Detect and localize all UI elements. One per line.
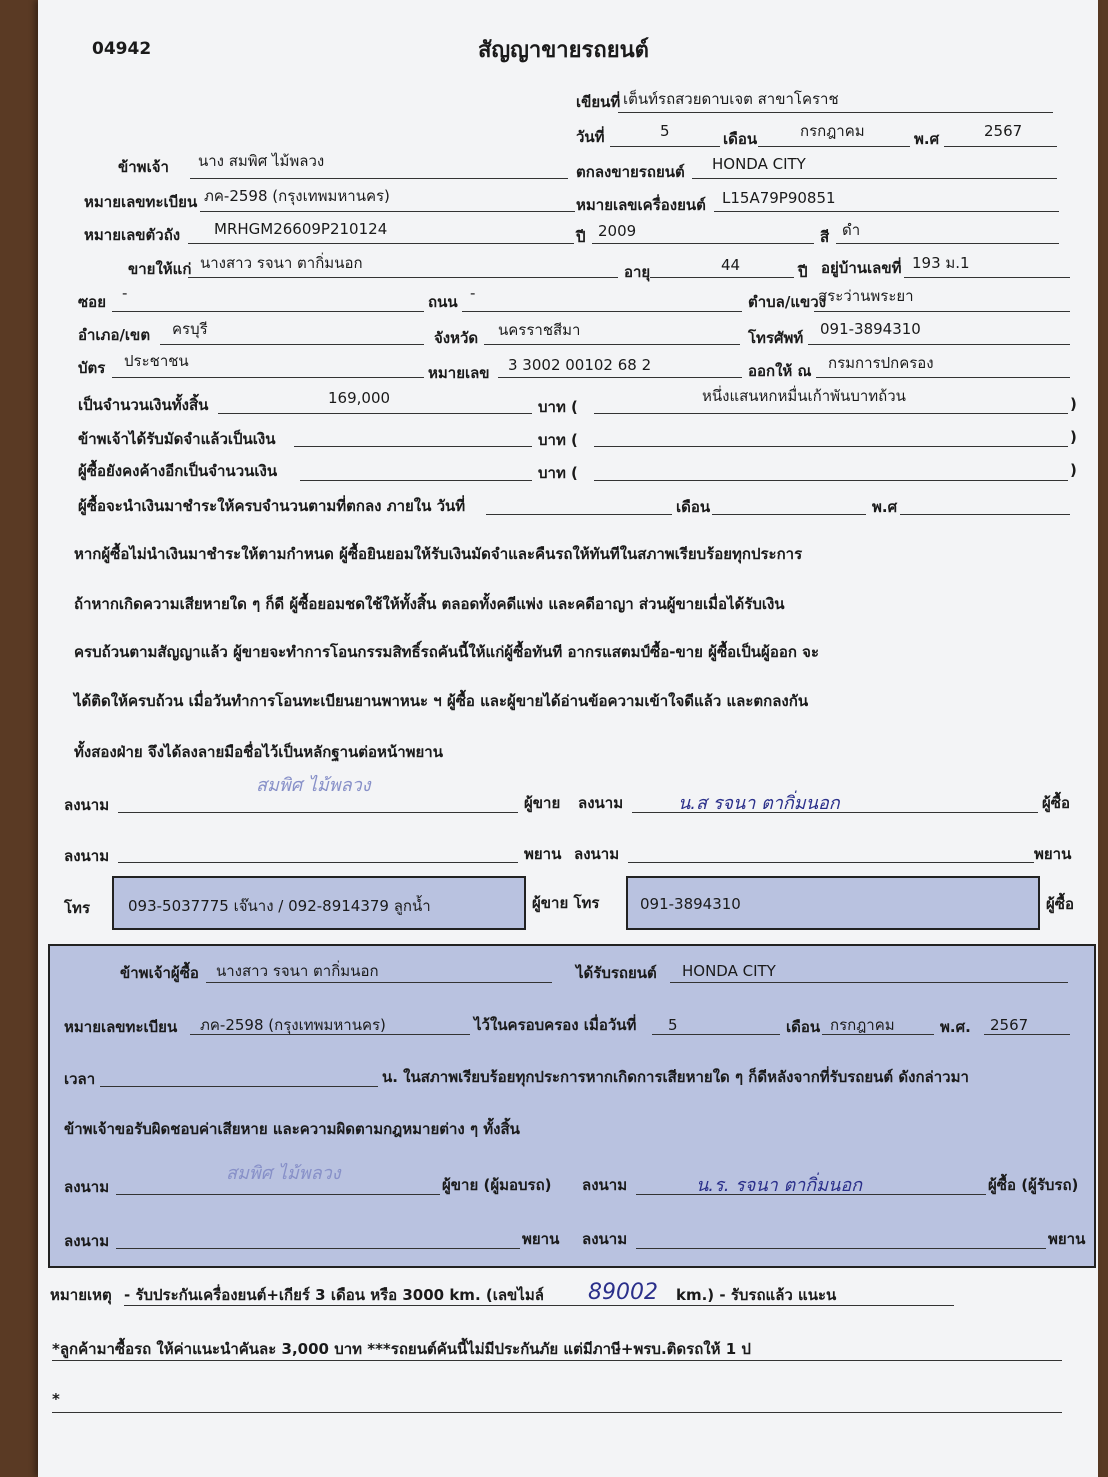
witness-role: พยาน [524, 845, 562, 863]
line [188, 277, 618, 278]
date-label: วันที่ [576, 128, 605, 146]
line [200, 211, 575, 212]
line [594, 480, 1068, 481]
line [112, 311, 424, 312]
line [650, 277, 794, 278]
seller-phone-label: ผู้ขาย โทร [532, 894, 600, 912]
receipt-month-label: เดือน [786, 1018, 821, 1036]
line [206, 982, 552, 983]
sell-to-label: ขายให้แก่ [128, 260, 192, 278]
line [594, 446, 1068, 447]
car-color: ดำ [842, 221, 861, 239]
contract-page [38, 0, 1098, 1477]
district-value: ครบุรี [172, 320, 208, 338]
seller-label: ข้าพเจ้า [118, 158, 169, 176]
remaining-label: ผู้ซื้อยังคงค้างอีกเป็นจำนวนเงิน [78, 462, 278, 480]
line [160, 344, 424, 345]
mileage-handwritten: 89002 [588, 1280, 658, 1305]
line [498, 377, 742, 378]
buyer-role: ผู้ซื้อ [1046, 895, 1074, 913]
line [486, 514, 672, 515]
buyer-name: นางสาว รจนา ตากิ่มนอก [200, 254, 363, 272]
terms-line: ทั้งสองฝ่าย จึงได้ลงลายมือชื่อไว้เป็นหลักฐานต่อหน้าพยาน [74, 743, 443, 761]
line [52, 1412, 1062, 1413]
soi-label: ซอย [78, 293, 106, 311]
phone-label: โทร [64, 899, 91, 917]
month-label: เดือน [723, 130, 758, 148]
province-value: นครราชสีมา [498, 321, 581, 339]
line [116, 1248, 520, 1249]
buyer-phone-box [626, 876, 1040, 930]
engine-label: หมายเลขเครื่องยนต์ [576, 196, 706, 214]
sign-label: ลงนาม [64, 1232, 110, 1250]
document-title: สัญญาขายรถยนต์ [478, 38, 649, 63]
receipt-buyer-handwritten: น.ร. รจนา ตากิ่มนอก [696, 1175, 863, 1196]
baht-label: บาท ( [538, 431, 578, 449]
house-label: อยู่บ้านเลขที่ [821, 259, 902, 277]
date-year: 2567 [984, 122, 1023, 140]
sign-label: ลงนาม [578, 794, 624, 812]
line [618, 112, 1053, 113]
line [636, 1248, 1046, 1249]
terms-line: หากผู้ซื้อไม่นำเงินมาชำระให้ตามกำหนด ผู้ซื้อยินยอมให้รับเงินมัดจำและคืนรถให้ทันทีในสภาพเรียบร้อยทุกประการ [74, 545, 803, 563]
time-label: เวลา [64, 1070, 96, 1088]
house-number: 193 ม.1 [912, 254, 970, 272]
issued-by: กรมการปกครอง [828, 354, 934, 372]
line [904, 277, 1070, 278]
chassis-number: MRHGM26609P210124 [214, 220, 388, 238]
model-year-label: ปี [576, 228, 586, 246]
receipt-year-label: พ.ศ. [940, 1018, 971, 1036]
buyer-age: 44 [721, 256, 741, 274]
card-type: ประชาชน [124, 352, 189, 370]
receipt-buyer-name: นางสาว รจนา ตากิ่มนอก [216, 962, 379, 980]
receipt-buyer-label: ข้าพเจ้าผู้ซื้อ [120, 964, 199, 982]
notes-line-1a: - รับประกันเครื่องยนต์+เกียร์ 3 เดือน หรือ 3000 km. (เลขไมล์ [124, 1286, 544, 1304]
line [190, 178, 568, 179]
receipt-buyer-role: ผู้ซื้อ (ผู้รับรถ) [988, 1176, 1079, 1194]
witness-role: พยาน [522, 1230, 560, 1248]
line [294, 446, 532, 447]
line [218, 413, 532, 414]
road-label: ถนน [428, 293, 458, 311]
color-label: สี [820, 228, 830, 246]
line [124, 1305, 954, 1306]
receipt-reg: ภค-2598 (กรุงเทพมหานคร) [200, 1016, 386, 1034]
notes-line-2: *ลูกค้ามาซื้อรถ ให้ค่าแนะนำคันละ 3,000 บาท ***รถยนต์คันนี้ไม่มีประกันภัย แต่มีภาษี+พรบ.ติดรถให้ 1 ป [52, 1340, 751, 1358]
seller-name: นาง สมพิศ ไม้พลวง [198, 152, 325, 170]
date-day: 5 [660, 122, 670, 140]
due-label: ผู้ซื้อจะนำเงินมาชำระให้ครบจำนวนตามที่ตกลง ภายใน วันที่ [78, 497, 466, 515]
received-car-label: ได้รับรถยนต์ [576, 964, 657, 982]
district-label: อำเภอ/เขต [78, 326, 151, 344]
notes-line-3: * [52, 1390, 60, 1408]
card-number: 3 3002 00102 68 2 [508, 356, 652, 374]
written-at-value: เต็นท์รถสวยดาบเจต สาขาโคราช [623, 90, 839, 108]
line [484, 344, 740, 345]
card-number-label: หมายเลข [428, 364, 490, 382]
total-label: เป็นจำนวนเงินทั้งสิ้น [78, 396, 209, 414]
terms-line: ถ้าหากเกิดความเสียหายใด ๆ ก็ดี ผู้ซื้อยอมชดใช้ให้ทั้งสิ้น ตลอดทั้งคดีแพ่ง และคดีอาญา ส่วนผู้ขายเมื่อได้รับเงิน [74, 595, 785, 613]
buyer-handwritten-signature: น.ส รจนา ตากิ่มนอก [678, 793, 840, 814]
road-value: - [470, 284, 476, 302]
terms-line: ครบถ้วนตามสัญญาแล้ว ผู้ขายจะทำการโอนกรรมสิทธิ์รถคันนี้ให้แก่ผู้ซื้อทันที อากรแสตมป์ซื้อ-ขาย ผู้ซื้อเป็นผู้ออก จะ [74, 643, 819, 661]
baht-label: บาท ( [538, 398, 578, 416]
sign-label: ลงนาม [582, 1230, 628, 1248]
vehicle-receipt-section [48, 944, 1096, 1268]
line [900, 514, 1070, 515]
close-paren: ) [1070, 428, 1077, 446]
seller-stamp: สมพิศ ไม้พลวง [256, 775, 371, 796]
due-year-label: พ.ศ [872, 498, 898, 516]
line [116, 1194, 440, 1195]
car-model: HONDA CITY [712, 155, 806, 173]
soi-value: - [122, 284, 128, 302]
engine-number: L15A79P90851 [722, 189, 836, 207]
due-month-label: เดือน [676, 498, 711, 516]
line [52, 1360, 1062, 1361]
close-paren: ) [1070, 461, 1077, 479]
line [758, 146, 910, 147]
line [652, 1034, 780, 1035]
seller-phone-box [112, 876, 526, 930]
close-paren: ) [1070, 395, 1077, 413]
line [822, 1034, 934, 1035]
card-label: บัตร [78, 359, 106, 377]
document-number: 04942 [92, 39, 152, 59]
line [188, 243, 574, 244]
issued-label: ออกให้ ณ [748, 362, 812, 380]
line [816, 377, 1070, 378]
buyer-role: ผู้ซื้อ [1042, 794, 1070, 812]
receipt-reg-label: หมายเลขทะเบียน [64, 1018, 178, 1036]
line [984, 1034, 1070, 1035]
total-in-words: หนึ่งแสนหกหมื่นเก้าพันบาทถ้วน [702, 387, 906, 405]
registration-value: ภค-2598 (กรุงเทพมหานคร) [204, 187, 390, 205]
line [692, 178, 1057, 179]
notes-line-1b: km.) - รับรถแล้ว แนะน [676, 1286, 837, 1304]
baht-label: บาท ( [538, 464, 578, 482]
receipt-car: HONDA CITY [682, 962, 776, 980]
sign-label: ลงนาม [64, 796, 110, 814]
buyer-phone-value: 091-3894310 [820, 320, 921, 338]
sign-label: ลงนาม [574, 845, 620, 863]
receipt-seller-role: ผู้ขาย (ผู้มอบรถ) [442, 1176, 552, 1194]
sign-label: ลงนาม [582, 1176, 628, 1194]
receipt-day: 5 [668, 1016, 678, 1034]
registration-label: หมายเลขทะเบียน [84, 193, 198, 211]
sign-label: ลงนาม [64, 847, 110, 865]
chassis-label: หมายเลขตัวถัง [84, 226, 181, 244]
date-month: กรกฎาคม [800, 122, 865, 140]
terms-line: ได้ติดให้ครบถ้วน เมื่อวันทำการโอนทะเบียนยานพาหนะ ฯ ผู้ซื้อ และผู้ขายได้อ่านข้อความเข้าใจดีแล้ว และตกลงกัน [74, 692, 809, 710]
line [836, 243, 1059, 244]
line [808, 344, 1070, 345]
line [628, 862, 1034, 863]
receipt-month: กรกฎาคม [830, 1016, 895, 1034]
subdistrict-label: ตำบล/แขวง [748, 293, 827, 311]
seller-role: ผู้ขาย [524, 794, 561, 812]
receipt-year: 2567 [990, 1016, 1029, 1034]
line [712, 514, 866, 515]
possess-label: ไว้ในครอบครอง เมื่อวันที่ [474, 1016, 637, 1034]
deposit-label: ข้าพเจ้าได้รับมัดจำแล้วเป็นเงิน [78, 430, 276, 448]
agree-sell-label: ตกลงขายรถยนต์ [576, 163, 685, 181]
line [814, 311, 1070, 312]
line [118, 812, 518, 813]
line [592, 243, 814, 244]
sign-label: ลงนาม [64, 1178, 110, 1196]
liability-text: ข้าพเจ้าขอรับผิดชอบค่าเสียหาย และความผิดตามกฎหมายต่าง ๆ ทั้งสิ้น [64, 1120, 520, 1138]
receipt-seller-stamp: สมพิศ ไม้พลวง [226, 1163, 341, 1184]
time-suffix: น. ในสภาพเรียบร้อยทุกประการหากเกิดการเสียหายใด ๆ ก็ดีหลังจากที่รับรถยนต์ ดังกล่าวมา [382, 1068, 969, 1086]
written-at-label: เขียนที่ [576, 93, 621, 111]
subdistrict-value: สระว่านพระยา [818, 287, 914, 305]
line [190, 1034, 470, 1035]
line [714, 211, 1059, 212]
line [118, 862, 518, 863]
witness-role: พยาน [1048, 1230, 1086, 1248]
buyer-phone: 091-3894310 [640, 895, 741, 913]
phone-label: โทรศัพท์ [748, 329, 804, 347]
witness-role: พยาน [1034, 845, 1072, 863]
notes-label: หมายเหตุ [50, 1286, 112, 1304]
line [462, 311, 742, 312]
model-year: 2009 [598, 222, 637, 240]
line [610, 146, 720, 147]
province-label: จังหวัด [434, 329, 479, 347]
age-label: อายุ [624, 263, 651, 281]
line [100, 1086, 378, 1087]
seller-phone: 093-5037775 เจ๊นาง / 092-8914379 ลูกน้ำ [128, 897, 431, 915]
age-unit: ปี [798, 263, 808, 281]
line [300, 480, 532, 481]
line [944, 146, 1057, 147]
total-amount: 169,000 [328, 389, 391, 407]
line [594, 413, 1068, 414]
line [670, 982, 1068, 983]
year-label: พ.ศ [914, 130, 940, 148]
line [112, 377, 424, 378]
